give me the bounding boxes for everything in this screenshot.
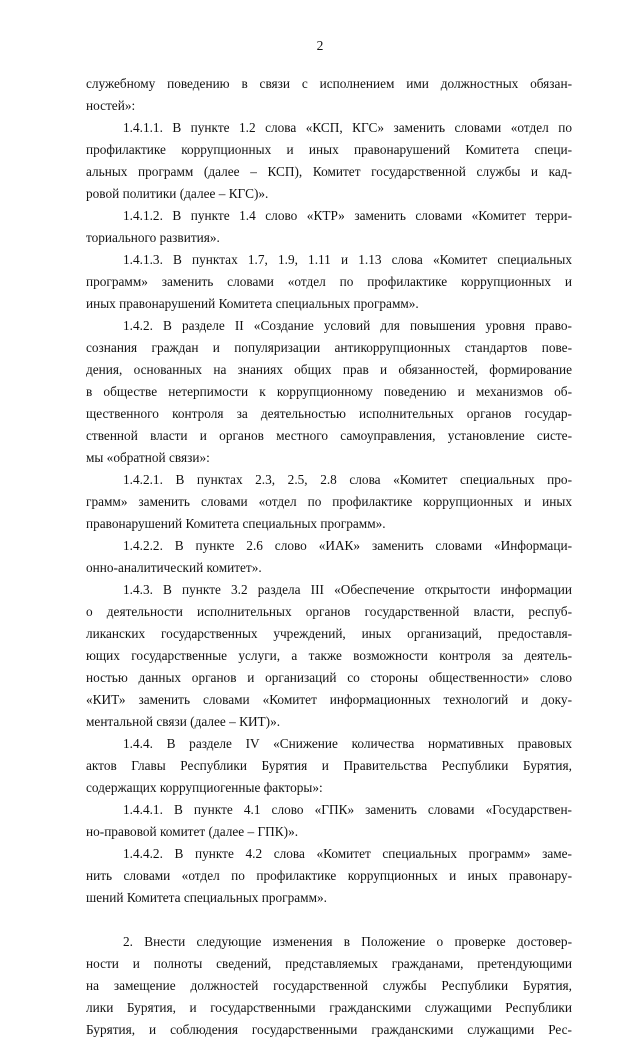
text-line: ностью данных органов и организаций со стороны общественности» слово <box>86 670 572 685</box>
text-line: ториального развития». <box>86 230 220 245</box>
text-line: иных правонарушений Комитета специальных программ». <box>86 296 419 311</box>
text-line: ности и полноты сведений, представляемых гражданами, претендующими <box>86 956 572 971</box>
text-line: актов Главы Республики Бурятия и Правительства Республики Бурятия, <box>86 758 572 773</box>
text-line: ственной власти и органов местного самоуправления, установление систе- <box>86 428 572 443</box>
text-line: альных программ (далее – КСП), Комитет государственной службы и кад- <box>86 164 572 179</box>
text-line: дения, основанных на знаниях общих прав и обязанностей, формирование <box>86 362 572 377</box>
text-line: нить словами «отдел по профилактике коррупционных и иных правонару- <box>86 868 572 883</box>
text-line: «КИТ» заменить словами «Комитет информационных технологий и доку- <box>86 692 572 707</box>
text-line: Бурятия, и соблюдения государственными гражданскими служащими Рес- <box>86 1022 572 1037</box>
text-line: ликанских государственных учреждений, иных организаций, предоставля- <box>86 626 572 641</box>
text-line: ностей»: <box>86 98 136 113</box>
text-line: в обществе нетерпимости к коррупционному поведению и механизмов об- <box>86 384 572 399</box>
text-line: 1.4.1.2. В пункте 1.4 слово «КТР» заменить словами «Комитет терри- <box>123 208 572 223</box>
text-line: но-правовой комитет (далее – ГПК)». <box>86 824 299 839</box>
text-line: содержащих коррупциогенные факторы»: <box>86 780 323 795</box>
text-line: лики Бурятия, и государственными гражданскими служащими Республики <box>86 1000 572 1015</box>
text-line: 1.4.1.1. В пункте 1.2 слова «КСП, КГС» заменить словами «отдел по <box>123 120 572 135</box>
text-line: 2. Внести следующие изменения в Положение о проверке достовер- <box>123 934 572 949</box>
text-line: онно-аналитический комитет». <box>86 560 262 575</box>
text-line: мы «обратной связи»: <box>86 450 210 465</box>
text-line: шений Комитета специальных программ». <box>86 890 327 905</box>
text-line: на замещение должностей государственной службы Республики Бурятия, <box>86 978 572 993</box>
text-line: 1.4.2.2. В пункте 2.6 слово «ИАК» заменить словами «Информаци- <box>123 538 572 553</box>
text-line: ровой политики (далее – КГС)». <box>86 186 269 201</box>
text-line: 1.4.2.1. В пунктах 2.3, 2.5, 2.8 слова «Комитет специальных про- <box>123 472 572 487</box>
text-line: служебному поведению в связи с исполнением ими должностных обязан- <box>86 76 572 91</box>
text-line: грамм» заменить словами «отдел по профилактике коррупционных и иных <box>86 494 572 509</box>
text-line: о деятельности исполнительных органов государственной власти, респуб- <box>86 604 572 619</box>
page-number: 2 <box>316 38 324 53</box>
text-line: сознания граждан и популяризации антикоррупционных стандартов пове- <box>86 340 572 355</box>
text-line: щественного контроля за деятельностью исполнительных органов государ- <box>86 406 572 421</box>
text-line: ющих государственные услуги, а также возможности контроля за деятель- <box>86 648 572 663</box>
text-line: 1.4.3. В пункте 3.2 раздела III «Обеспечение открытости информации <box>123 582 572 597</box>
text-line: программ» заменить словами «отдел по профилактике коррупционных и <box>86 274 572 289</box>
text-line: 1.4.2. В разделе II «Создание условий для повышения уровня право- <box>123 318 572 333</box>
text-line: ментальной связи (далее – КИТ)». <box>86 714 281 729</box>
document-body <box>86 73 572 1041</box>
text-line: профилактике коррупционных и иных правонарушений Комитета специ- <box>86 142 572 157</box>
paragraph-gap <box>86 909 572 931</box>
text-line: 1.4.4. В разделе IV «Снижение количества нормативных правовых <box>123 736 572 751</box>
text-line: правонарушений Комитета специальных программ». <box>86 516 386 531</box>
text-line: 1.4.1.3. В пунктах 1.7, 1.9, 1.11 и 1.13 слова «Комитет специальных <box>123 252 572 267</box>
text-line: 1.4.4.2. В пункте 4.2 слова «Комитет специальных программ» заме- <box>123 846 572 861</box>
text-line: 1.4.4.1. В пункте 4.1 слово «ГПК» заменить словами «Государствен- <box>123 802 572 817</box>
